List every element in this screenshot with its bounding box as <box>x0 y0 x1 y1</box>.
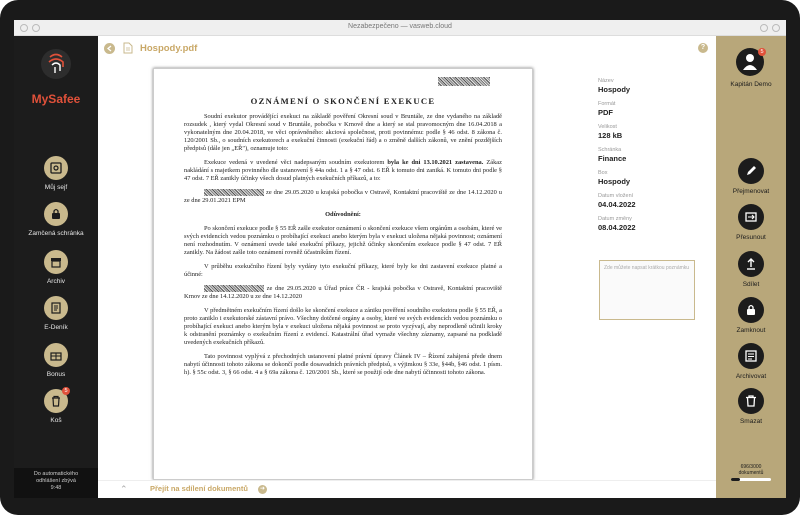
meta-label: Název <box>598 78 614 84</box>
nav-item-trash[interactable] <box>14 389 98 424</box>
nav-label: Bonus <box>46 371 66 378</box>
share-icon <box>738 251 764 277</box>
meta-changed <box>598 216 714 232</box>
meta-name <box>598 78 714 94</box>
document-paragraph <box>184 285 502 301</box>
meta-label: Formát <box>598 101 616 107</box>
document-paragraph: V předmětném exekučním řízení došlo ke skončení exekuce a zániku pověření soudního exekutora podle § 55 EŘ, a proto zaniklo i exekutorské zástavní právo. Všechny dotčené orgány a osoby, které ve svých evidencích vedou poznámku o probíhající exekuci anebo kterým byla v exekuci uložena nějaká povinnost se proto vyzývají, aby neprodleně učinili kroky k odstranění poznámky o exekučním řízení z evidencí. Katastrální úřad vymaže všechny záznamy, zapsané na podkladě uvedených exekučních příkazů. <box>184 307 502 346</box>
document-paragraph: V průběhu exekučního řízení byly vydány tyto exekuční příkazy, které byly ke dni zastavení exekuce platné a účinné: <box>184 263 502 278</box>
app-logo[interactable] <box>41 49 71 79</box>
storage-indicator <box>716 464 786 481</box>
menu-icon[interactable] <box>772 24 780 32</box>
document-paragraph: Soudní exekutor provádějící exekuci na základě pověření Okresní soud v Bruntále, ze dne vydaného na základě rozsudek , který vydal Okresní soud v Bruntále, pobočka v Krnově dne a který se stal pravomocným dne 16.04.2018 a vykonatelným dne 20.04.2018, ve věci oprávněného: akciová společnost, proti povinnému: podle § 46 odst. 8 zákona č. 120/2001 Sb., o soudních exekutorech a exekuční činnosti (exekuční řád) a o změně dalších zákonů, ve znění pozdějších předpisů (dále jen „EŘ"), oznamuje toto: <box>184 113 502 152</box>
journal-icon <box>44 296 68 320</box>
trash-icon <box>44 389 68 413</box>
action-label: Sdílet <box>742 281 760 288</box>
nav-label: Zamčená schránka <box>28 230 84 237</box>
lock-button[interactable] <box>716 297 786 334</box>
document-page <box>153 68 533 480</box>
lock-icon <box>738 297 764 323</box>
meta-size <box>598 124 714 140</box>
meta-created <box>598 193 714 209</box>
move-icon <box>738 204 764 230</box>
redaction <box>438 77 490 86</box>
right-sidebar <box>716 36 786 498</box>
document-heading: Odůvodnění: <box>325 211 361 218</box>
lock-icon <box>44 202 68 226</box>
share-button[interactable] <box>716 251 786 288</box>
gift-icon <box>44 343 68 367</box>
action-label: Přejmenovat <box>732 188 770 195</box>
document-text: Zákaz nakládání s majetkem povinného dle ustanovení § 44a odst. 1 a § 47 odst. 6 EŘ k tomuto dni zaniká. K tomuto dni podle § 47 odst. 7 EŘ zanikly účinky všech dosud platných exekučních příkazů, a to: <box>184 159 502 182</box>
meta-bin <box>598 170 714 186</box>
logout-timer <box>14 468 98 498</box>
action-label: Přesunout <box>736 234 766 241</box>
storage-progress <box>731 478 771 481</box>
nav-item-archive[interactable] <box>14 250 98 285</box>
document-metadata <box>598 78 714 239</box>
nav-label: Koš <box>50 417 62 424</box>
help-button[interactable]: ? <box>698 43 708 53</box>
nav-label: Archiv <box>46 278 66 285</box>
meta-label: Schránka <box>598 147 622 153</box>
redaction <box>204 189 264 196</box>
action-label: Smazat <box>739 418 763 425</box>
storage-unit: dokumentů <box>738 470 764 476</box>
chevron-left-icon <box>106 45 113 52</box>
meta-label: Datum změny <box>598 216 632 222</box>
document-text: Exekuce vedená v uvedené věci nadepsaným soudním exekutorem <box>204 159 385 166</box>
nav-item-e-diary[interactable] <box>14 296 98 331</box>
left-sidebar <box>14 36 98 498</box>
browser-bar <box>14 20 786 36</box>
logout-timer-line1: Do automatického <box>33 471 79 477</box>
delete-button[interactable] <box>716 388 786 425</box>
document-viewer[interactable] <box>98 62 594 480</box>
nav-item-locked-box[interactable] <box>14 202 98 237</box>
meta-value: 08.04.2022 <box>598 223 636 232</box>
logout-timer-line2: odhlášení zbývá <box>36 478 76 484</box>
user-name[interactable]: Kapitán Demo <box>730 81 772 88</box>
reload-icon[interactable] <box>760 24 768 32</box>
meta-format <box>598 101 714 117</box>
nav-item-bonus[interactable] <box>14 343 98 378</box>
back-button[interactable] <box>104 43 115 54</box>
storage-progress-fill <box>731 478 740 481</box>
nav-label: E-Deník <box>44 324 68 331</box>
pencil-icon <box>738 158 764 184</box>
document-paragraph: Po skončení exekuce podle § 55 EŘ zašle exekutor oznámení o skončení exekuce všem orgánům a osobám, které ve svých evidencích vedou poznámku o probíhající exekuci anebo kterým byla v exekuci uložena nějaká povinnost; oznámení není rozhodnutím. V oznámení uvede také exekuční příkazy, jejichž účinky skončením exekuce podle § 47 odst. 7 EŘ zanikly. Na žádost zašle toto oznámení rovněž účastníkům řízení. <box>184 225 502 256</box>
meta-box <box>598 147 714 163</box>
nav-label: Můj sejf <box>44 184 68 191</box>
chevron-up-icon[interactable]: ⌃ <box>120 484 128 494</box>
screen <box>14 20 786 498</box>
archive-button[interactable] <box>716 343 786 380</box>
trash-icon <box>738 388 764 414</box>
meta-value: Hospody <box>598 177 631 186</box>
document-paragraph <box>184 189 502 205</box>
notification-badge: 5 <box>758 48 766 56</box>
meta-label: Box <box>598 170 608 176</box>
document-paragraph: Tato povinnost vyplývá z přechodných ustanovení platné právní úpravy Článek IV – Řízení zahájená přede dnem nabytí účinnosti tohoto zákona se dokončí podle dosavadních právních předpisů, s výjimkou § 33e, §44b, §46 odst. 1 písm. h). § 55c odst. 3, § 66 odst. 4 a § 69a zákona č. 120/2001 Sb., které se použijí ode dne nabytí účinnosti tohoto zákona. <box>184 353 502 376</box>
archive-icon <box>44 250 68 274</box>
trash-count-badge: 5 <box>62 387 70 395</box>
meta-value: PDF <box>598 108 613 117</box>
meta-value: 128 kB <box>598 131 623 140</box>
document-header <box>98 36 716 62</box>
document-title: OZNÁMENÍ O SKONČENÍ EXEKUCE <box>250 96 436 106</box>
action-label: Archivovat <box>735 373 767 380</box>
meta-value: Hospody <box>598 85 631 94</box>
safe-icon <box>44 156 68 180</box>
bottom-bar <box>98 480 716 498</box>
rename-button[interactable] <box>716 158 786 195</box>
document-text-bold: byla ke dni 13.10.2021 zastavena. <box>387 159 484 166</box>
archive-icon <box>738 343 764 369</box>
meta-value: 04.04.2022 <box>598 200 636 209</box>
storage-count: 696/3000 <box>740 464 762 470</box>
nav-item-my-safe[interactable] <box>14 156 98 191</box>
meta-value: Finance <box>598 154 627 163</box>
meta-label: Datum vložení <box>598 193 634 199</box>
user-icon <box>742 53 758 71</box>
document-text: ze dne 29.05.2020 u krajská pobočka v Ostravě, Kontaktní pracoviště ze dne 14.12.2020 u ze dne 29.01.2021 EPM <box>184 189 502 204</box>
arrow-right-icon[interactable]: ➜ <box>259 486 266 492</box>
app-name: MySafee <box>31 92 81 106</box>
file-icon <box>123 42 133 54</box>
document-paragraph <box>184 159 502 183</box>
note-textarea[interactable]: Zde můžete napsat krátkou poznámku <box>599 260 695 320</box>
fingerprint-icon <box>46 53 66 75</box>
browser-url[interactable]: Nezabezpečeno — vasweb.cloud <box>348 23 452 30</box>
meta-label: Velikost <box>598 124 617 130</box>
redaction <box>204 285 264 292</box>
move-button[interactable] <box>716 204 786 241</box>
document-text: ze dne 29.05.2020 u Úřad práce ČR - krajská pobočka v Ostravě, Kontaktní pracoviště Krnov ze dne 14.12.2020 u ze dne 14.12.2020 <box>184 285 502 300</box>
action-label: Zamknout <box>736 327 766 334</box>
logout-timer-time: 9:48 <box>50 485 62 491</box>
share-documents-link[interactable]: Přejít na sdílení dokumentů <box>150 484 248 493</box>
page-title: Hospody.pdf <box>140 43 198 54</box>
